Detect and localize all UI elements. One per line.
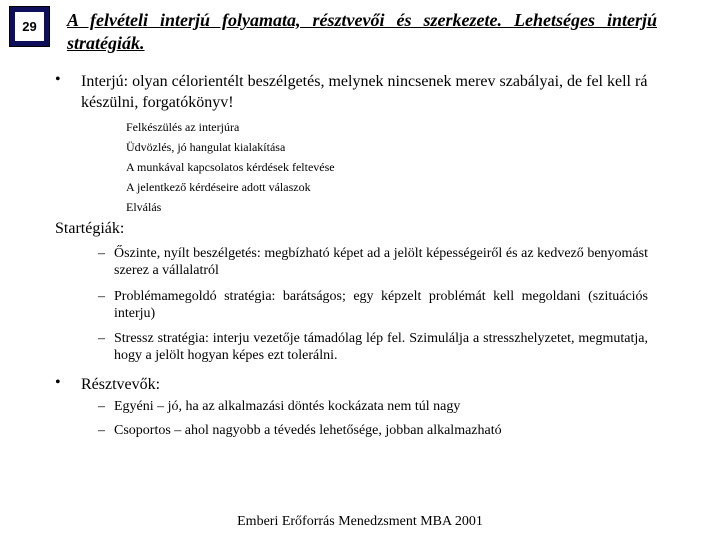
strategies-heading: Startégiák: bbox=[55, 220, 125, 237]
interview-definition: Interjú: olyan célorientélt beszélgetés, melynek nincsenek merev szabályai, de fel kell rá készülni, forgatókönyv! bbox=[81, 73, 648, 111]
interview-steps-list bbox=[126, 117, 335, 217]
bullet-marker: • bbox=[55, 71, 61, 88]
participant-text: Csoportos – ahol nagyobb a tévedés lehetősége, jobban alkalmazható bbox=[114, 423, 502, 438]
dash-marker: – bbox=[98, 246, 105, 261]
dash-marker: – bbox=[98, 399, 105, 414]
interview-step: Elválás bbox=[126, 200, 162, 214]
slide-number: 29 bbox=[15, 12, 44, 41]
interview-step: A munkával kapcsolatos kérdések feltevése bbox=[126, 160, 335, 174]
interview-step: Üdvözlés, jó hangulat kialakítása bbox=[126, 140, 286, 154]
interview-step: A jelentkező kérdéseire adott válaszok bbox=[126, 180, 311, 194]
slide-title: A felvételi interjú folyamata, résztvevői és szerkezete. Lehetséges interjú stratégiák. bbox=[67, 10, 657, 53]
dash-marker: – bbox=[98, 289, 105, 304]
bullet-marker: • bbox=[55, 374, 61, 391]
strategy-text: Problémamegoldó stratégia: barátságos; egy képzelt problémát kell megoldani (szituációs interju) bbox=[114, 289, 648, 321]
strategy-text: Őszinte, nyílt beszélgetés: megbízható képet ad a jelölt képességeiről és az kedvező benyomást szerez a vállalatról bbox=[114, 246, 648, 278]
participants-heading: Résztvevők: bbox=[81, 376, 161, 393]
participant-text: Egyéni – jó, ha az alkalmazási döntés kockázata nem túl nagy bbox=[114, 399, 461, 414]
interview-step: Felkészülés az interjúra bbox=[126, 120, 240, 134]
slide-number-box bbox=[9, 6, 50, 47]
footer: Emberi Erőforrás Menedzsment MBA 2001 bbox=[237, 514, 483, 529]
dash-marker: – bbox=[98, 423, 105, 438]
dash-marker: – bbox=[98, 331, 105, 346]
strategy-text: Stressz stratégia: interju vezetője támadólag lép fel. Szimulálja a stresszhelyzetet, megmutatja, hogy a jelölt hogyan képes ezt tolerálni. bbox=[114, 331, 648, 363]
